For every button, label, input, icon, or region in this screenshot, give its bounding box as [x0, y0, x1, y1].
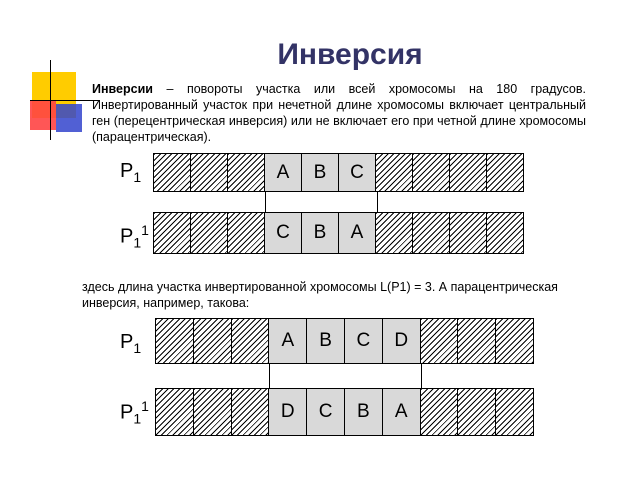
- d2-row2-chromosome: [155, 388, 534, 436]
- gene-cell-d: D: [382, 318, 421, 364]
- d2-row2-label: $P_1^1$: [120, 398, 149, 427]
- chromosome-segment-hatched: [155, 388, 194, 436]
- chromosome-segment-hatched: [153, 153, 191, 192]
- d2-right-connector: [421, 363, 422, 389]
- page-title: Инверсия: [277, 38, 423, 71]
- gene-cell-b: B: [301, 212, 339, 254]
- d2-row1-chromosome: [155, 318, 534, 364]
- chromosome-segment-hatched: [449, 153, 487, 192]
- chromosome-segment-hatched: [153, 212, 191, 254]
- deco-red-square: [30, 100, 56, 130]
- deco-horizontal-line: [30, 100, 100, 101]
- gene-cell-c: C: [344, 318, 383, 364]
- gene-cell-c: C: [264, 212, 302, 254]
- d1-row1-label: $P_1$: [120, 160, 142, 185]
- deco-blue-square: [56, 104, 82, 132]
- gene-cell-a: A: [268, 318, 307, 364]
- d1-right-connector: [377, 191, 378, 213]
- intro-paragraph: [92, 81, 586, 145]
- gene-cell-a: A: [382, 388, 421, 436]
- d1-left-connector: [265, 191, 266, 213]
- d1-row2-chromosome: [153, 212, 524, 254]
- chromosome-segment-hatched: [193, 388, 232, 436]
- chromosome-segment-hatched: [190, 212, 228, 254]
- gene-cell-a: A: [264, 153, 302, 192]
- gene-cell-a: A: [338, 212, 376, 254]
- gene-cell-b: B: [301, 153, 339, 192]
- d2-left-connector: [269, 363, 270, 389]
- chromosome-segment-hatched: [375, 212, 413, 254]
- chromosome-segment-hatched: [231, 388, 270, 436]
- chromosome-segment-hatched: [190, 153, 228, 192]
- chromosome-segment-hatched: [227, 212, 265, 254]
- chromosome-segment-hatched: [449, 212, 487, 254]
- chromosome-segment-hatched: [412, 153, 450, 192]
- chromosome-segment-hatched: [375, 153, 413, 192]
- between-paragraph: здесь длина участка инвертированной хромосомы L(P1) = 3. А парацентрическая инверсия, например, такова:: [82, 280, 558, 310]
- gene-cell-b: B: [306, 318, 345, 364]
- chromosome-segment-hatched: [486, 153, 524, 192]
- chromosome-segment-hatched: [155, 318, 194, 364]
- chromosome-segment-hatched: [420, 388, 459, 436]
- gene-cell-b: B: [344, 388, 383, 436]
- d1-row2-label: $P_1^1$: [120, 222, 149, 251]
- chromosome-segment-hatched: [227, 153, 265, 192]
- chromosome-segment-hatched: [495, 318, 534, 364]
- chromosome-segment-hatched: [486, 212, 524, 254]
- d1-row1-chromosome: [153, 153, 524, 192]
- intro-term: Инверсии: [92, 82, 153, 96]
- gene-cell-c: C: [306, 388, 345, 436]
- chromosome-segment-hatched: [420, 318, 459, 364]
- gene-cell-c: C: [338, 153, 376, 192]
- chromosome-segment-hatched: [457, 318, 496, 364]
- chromosome-segment-hatched: [495, 388, 534, 436]
- chromosome-segment-hatched: [193, 318, 232, 364]
- intro-text: – повороты участка или всей хромосомы на 180 градусов. Инвертированный участок при нечетной длине хромосомы включает центральный ген (перецентрическая инверсия) или не включает его при четной длине хромосомы (парацентрическая).: [92, 82, 586, 144]
- chromosome-segment-hatched: [231, 318, 270, 364]
- chromosome-segment-hatched: [457, 388, 496, 436]
- d2-row1-label: $P_1$: [120, 331, 142, 356]
- gene-cell-d: D: [268, 388, 307, 436]
- chromosome-segment-hatched: [412, 212, 450, 254]
